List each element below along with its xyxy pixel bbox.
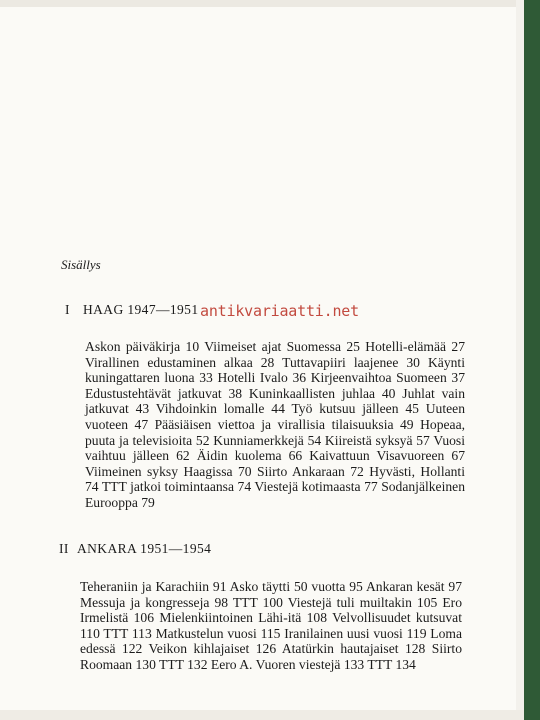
section-1-chapters: Askon päiväkirja 10 Viimeiset ajat Suomessa 25 Hotelli-elämää 27 Virallinen edustaminen alkaa 28 Tuttavapiiri laajenee 30 Käynti kuningattaren luona 33 Hotelli Ivalo 36 Kirjeenvaihtoa Suomeen 37 Edustustehtävät jatkuvat 38 Kuninkaallisten juhlaa 40 Juhlat vain jatkuvat 43 Vihdoinkin lomalle 44 Työ kutsuu jälleen 45 Uuteen vuoteen 47 Pääsiäisen viettoa ja virallisia tilaisuuksia 49 Hopeaa, puuta ja televisioita 52 Kunniamerkkejä 54 Kiireistä syksyä 57 Vuosi vaihtuu jälleen 62 Äidin kuolema 66 Kaivattuun Visavuoreen 67 Viimeinen syksy Haagissa 70 Siirto Ankaraan 72 Hyvästi, Hollanti 74 TTT jatkoi toimintaansa 74 Viestejä kotimaasta 77 Sodanjälkeinen Eurooppa 79: [85, 339, 465, 510]
section-1-numeral: I: [65, 302, 70, 317]
section-1-label: HAAG 1947—1951: [83, 302, 199, 317]
page-bottom-edge: [0, 710, 524, 720]
page-gutter: [516, 0, 524, 720]
watermark-text: antikvariaatti.net: [200, 302, 359, 320]
section-2-numeral: II: [59, 541, 69, 556]
book-spine-edge: [524, 0, 540, 720]
section-1-title: [65, 302, 198, 318]
section-2-label: ANKARA 1951—1954: [77, 541, 212, 556]
contents-heading: Sisällys: [61, 257, 101, 272]
page-top-edge: [0, 0, 522, 7]
section-2-title: [59, 541, 211, 557]
section-2-chapters: Teheraniin ja Karachiin 91 Asko täytti 50 vuotta 95 Ankaran kesät 97 Messuja ja kongresseja 98 TTT 100 Viestejä tuli muiltakin 105 Ero Irmelistä 106 Mielenkiintoinen Lähi-itä 108 Velvollisuudet kutsuvat 110 TTT 113 Matkustelun vuosi 115 Iranilainen uusi vuosi 119 Loma edessä 122 Veikon kihlajaiset 126 Atatürkin hautajaiset 128 Siirto Roomaan 130 TTT 132 Eero A. Vuoren viestejä 133 TTT 134: [80, 579, 462, 672]
